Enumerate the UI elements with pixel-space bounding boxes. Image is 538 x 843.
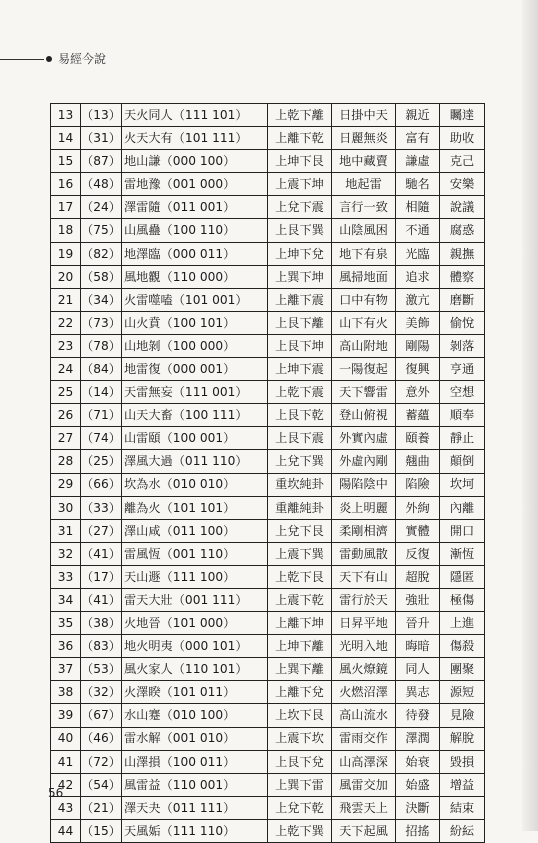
- cell-keyword-1: 陷險: [396, 473, 440, 496]
- cell-code: （17）: [81, 565, 122, 588]
- table-row: [51, 704, 485, 727]
- cell-trigrams: 上離下坤: [268, 612, 332, 635]
- header-rule: [0, 59, 44, 60]
- cell-code: （13）: [81, 104, 122, 127]
- cell-keyword-1: 蓄蘊: [396, 404, 440, 427]
- cell-keyword-2: 結束: [440, 796, 485, 819]
- cell-image: 一陽復起: [332, 358, 396, 381]
- cell-index: 18: [51, 219, 81, 242]
- page-number: 56: [48, 786, 64, 800]
- cell-code: （75）: [81, 219, 122, 242]
- cell-name: 火天大有（101 111）: [122, 127, 268, 150]
- cell-index: 33: [51, 565, 81, 588]
- cell-index: 35: [51, 612, 81, 635]
- cell-keyword-2: 體察: [440, 265, 485, 288]
- cell-index: 41: [51, 750, 81, 773]
- cell-code: （53）: [81, 658, 122, 681]
- cell-name: 地澤臨（000 011）: [122, 242, 268, 265]
- cell-name: 山風蠱（100 110）: [122, 219, 268, 242]
- cell-keyword-2: 坎坷: [440, 473, 485, 496]
- cell-trigrams: 上震下坤: [268, 173, 332, 196]
- cell-code: （14）: [81, 381, 122, 404]
- cell-code: （87）: [81, 150, 122, 173]
- cell-name: 澤天夬（011 111）: [122, 796, 268, 819]
- cell-image: 山陰風困: [332, 219, 396, 242]
- cell-index: 22: [51, 311, 81, 334]
- cell-code: （15）: [81, 819, 122, 842]
- cell-trigrams: 上巽下坤: [268, 265, 332, 288]
- cell-code: （21）: [81, 796, 122, 819]
- cell-trigrams: 上兌下震: [268, 196, 332, 219]
- cell-keyword-1: 相隨: [396, 196, 440, 219]
- cell-name: 山火賁（100 101）: [122, 311, 268, 334]
- table-body: [51, 104, 485, 843]
- cell-code: （24）: [81, 196, 122, 219]
- table-row: [51, 127, 485, 150]
- cell-index: 32: [51, 542, 81, 565]
- cell-trigrams: 上震下坎: [268, 727, 332, 750]
- cell-image: 外虛內剛: [332, 450, 396, 473]
- cell-trigrams: 上離下震: [268, 288, 332, 311]
- cell-index: 19: [51, 242, 81, 265]
- table-row: [51, 196, 485, 219]
- cell-keyword-1: 外絢: [396, 496, 440, 519]
- table-row: [51, 681, 485, 704]
- cell-trigrams: 上巽下雷: [268, 773, 332, 796]
- cell-keyword-2: 毀損: [440, 750, 485, 773]
- cell-keyword-1: 招搖: [396, 819, 440, 842]
- cell-image: 風雷交加: [332, 773, 396, 796]
- cell-name: 風雷益（110 001）: [122, 773, 268, 796]
- cell-keyword-1: 意外: [396, 381, 440, 404]
- cell-trigrams: 上乾下巽: [268, 819, 332, 842]
- cell-code: （82）: [81, 242, 122, 265]
- cell-keyword-2: 傷殺: [440, 635, 485, 658]
- cell-image: 山高澤深: [332, 750, 396, 773]
- cell-code: （66）: [81, 473, 122, 496]
- cell-keyword-1: 決斷: [396, 796, 440, 819]
- table-row: [51, 104, 485, 127]
- cell-name: 火雷噬嗑（101 001）: [122, 288, 268, 311]
- cell-trigrams: 上艮下震: [268, 427, 332, 450]
- cell-keyword-1: 超脫: [396, 565, 440, 588]
- table-row: [51, 173, 485, 196]
- table-row: [51, 381, 485, 404]
- cell-index: 38: [51, 681, 81, 704]
- cell-keyword-2: 見險: [440, 704, 485, 727]
- cell-index: 28: [51, 450, 81, 473]
- cell-code: （33）: [81, 496, 122, 519]
- cell-keyword-1: 美飾: [396, 311, 440, 334]
- cell-keyword-1: 待發: [396, 704, 440, 727]
- cell-name: 風地觀（110 000）: [122, 265, 268, 288]
- cell-name: 天火同人（111 101）: [122, 104, 268, 127]
- cell-index: 13: [51, 104, 81, 127]
- table-row: [51, 658, 485, 681]
- cell-name: 山地剝（100 000）: [122, 334, 268, 357]
- cell-index: 30: [51, 496, 81, 519]
- cell-trigrams: 上坤下艮: [268, 150, 332, 173]
- cell-name: 雷風恆（001 110）: [122, 542, 268, 565]
- cell-keyword-1: 晉升: [396, 612, 440, 635]
- page-edge: [522, 0, 538, 831]
- table-row: [51, 150, 485, 173]
- cell-index: 29: [51, 473, 81, 496]
- cell-code: （54）: [81, 773, 122, 796]
- cell-index: 20: [51, 265, 81, 288]
- cell-image: 柔剛相濟: [332, 519, 396, 542]
- table-row: [51, 242, 485, 265]
- cell-image: 陽陷陰中: [332, 473, 396, 496]
- table-row: [51, 288, 485, 311]
- table-row: [51, 496, 485, 519]
- cell-trigrams: 上兌下艮: [268, 519, 332, 542]
- cell-trigrams: 上震下乾: [268, 588, 332, 611]
- cell-keyword-2: 靜止: [440, 427, 485, 450]
- table-row: [51, 565, 485, 588]
- cell-code: （84）: [81, 358, 122, 381]
- cell-code: （41）: [81, 588, 122, 611]
- table-row: [51, 265, 485, 288]
- cell-keyword-1: 激亢: [396, 288, 440, 311]
- cell-image: 外實內虛: [332, 427, 396, 450]
- cell-trigrams: 上巽下離: [268, 658, 332, 681]
- cell-image: 地中藏賣: [332, 150, 396, 173]
- cell-index: 40: [51, 727, 81, 750]
- table-row: [51, 773, 485, 796]
- cell-keyword-2: 解脫: [440, 727, 485, 750]
- header-title: 易經今說: [58, 52, 107, 66]
- cell-name: 雷天大壯（001 111）: [122, 588, 268, 611]
- cell-name: 火地晉（101 000）: [122, 612, 268, 635]
- cell-index: 14: [51, 127, 81, 150]
- cell-keyword-2: 順奉: [440, 404, 485, 427]
- table-row: [51, 427, 485, 450]
- cell-index: 25: [51, 381, 81, 404]
- running-header: [0, 52, 200, 66]
- cell-image: 天下響雷: [332, 381, 396, 404]
- cell-code: （32）: [81, 681, 122, 704]
- cell-image: 雷行於天: [332, 588, 396, 611]
- cell-index: 39: [51, 704, 81, 727]
- cell-trigrams: 上離下兌: [268, 681, 332, 704]
- cell-code: （41）: [81, 542, 122, 565]
- cell-name: 風火家人（110 101）: [122, 658, 268, 681]
- cell-trigrams: 上坤下震: [268, 358, 332, 381]
- cell-trigrams: 上乾下艮: [268, 565, 332, 588]
- cell-keyword-2: 助收: [440, 127, 485, 150]
- cell-keyword-2: 隱匿: [440, 565, 485, 588]
- cell-keyword-2: 內離: [440, 496, 485, 519]
- cell-image: 天下起風: [332, 819, 396, 842]
- cell-keyword-2: 偷悅: [440, 311, 485, 334]
- cell-name: 澤風大過（011 110）: [122, 450, 268, 473]
- cell-trigrams: 上乾下震: [268, 381, 332, 404]
- cell-keyword-1: 謙虛: [396, 150, 440, 173]
- cell-keyword-1: 復興: [396, 358, 440, 381]
- cell-image: 日麗無炎: [332, 127, 396, 150]
- cell-index: 42: [51, 773, 81, 796]
- table-row: [51, 612, 485, 635]
- cell-trigrams: 上艮下巽: [268, 219, 332, 242]
- cell-trigrams: 重坎純卦: [268, 473, 332, 496]
- cell-code: （31）: [81, 127, 122, 150]
- header-bullet-icon: [46, 56, 52, 62]
- cell-keyword-2: 紛紜: [440, 819, 485, 842]
- cell-name: 澤雷隨（011 001）: [122, 196, 268, 219]
- cell-keyword-1: 同人: [396, 658, 440, 681]
- table-row: [51, 750, 485, 773]
- cell-name: 地火明夷（000 101）: [122, 635, 268, 658]
- cell-keyword-2: 腐惑: [440, 219, 485, 242]
- table-row: [51, 635, 485, 658]
- hexagram-table: [50, 103, 485, 843]
- cell-image: 日昇平地: [332, 612, 396, 635]
- cell-trigrams: 上震下巽: [268, 542, 332, 565]
- cell-index: 26: [51, 404, 81, 427]
- cell-name: 離為火（101 101）: [122, 496, 268, 519]
- cell-name: 澤山咸（011 100）: [122, 519, 268, 542]
- cell-image: 言行一致: [332, 196, 396, 219]
- cell-keyword-1: 親近: [396, 104, 440, 127]
- cell-name: 天風姤（111 110）: [122, 819, 268, 842]
- cell-code: （74）: [81, 427, 122, 450]
- cell-trigrams: 上兌下巽: [268, 450, 332, 473]
- table-row: [51, 219, 485, 242]
- cell-image: 高山流水: [332, 704, 396, 727]
- cell-index: 36: [51, 635, 81, 658]
- cell-code: （83）: [81, 635, 122, 658]
- cell-code: （27）: [81, 519, 122, 542]
- cell-index: 24: [51, 358, 81, 381]
- cell-name: 坎為水（010 010）: [122, 473, 268, 496]
- cell-trigrams: 重離純卦: [268, 496, 332, 519]
- cell-keyword-1: 追求: [396, 265, 440, 288]
- cell-image: 雷動風散: [332, 542, 396, 565]
- table-row: [51, 796, 485, 819]
- cell-keyword-2: 說議: [440, 196, 485, 219]
- cell-index: 23: [51, 334, 81, 357]
- cell-code: （48）: [81, 173, 122, 196]
- cell-keyword-1: 剛陽: [396, 334, 440, 357]
- cell-keyword-1: 不通: [396, 219, 440, 242]
- cell-keyword-1: 始盛: [396, 773, 440, 796]
- cell-keyword-2: 剝落: [440, 334, 485, 357]
- cell-index: 43: [51, 796, 81, 819]
- cell-image: 口中有物: [332, 288, 396, 311]
- cell-image: 炎上明麗: [332, 496, 396, 519]
- cell-index: 31: [51, 519, 81, 542]
- cell-code: （73）: [81, 311, 122, 334]
- cell-keyword-2: 亨通: [440, 358, 485, 381]
- cell-name: 山澤損（100 011）: [122, 750, 268, 773]
- cell-keyword-1: 反復: [396, 542, 440, 565]
- cell-name: 水山蹇（010 100）: [122, 704, 268, 727]
- cell-keyword-1: 頤養: [396, 427, 440, 450]
- cell-code: （25）: [81, 450, 122, 473]
- cell-image: 風火燎鏡: [332, 658, 396, 681]
- table-row: [51, 542, 485, 565]
- cell-image: 地起雷: [332, 173, 396, 196]
- cell-keyword-2: 空想: [440, 381, 485, 404]
- cell-keyword-2: 增益: [440, 773, 485, 796]
- cell-image: 光明入地: [332, 635, 396, 658]
- cell-keyword-2: 安樂: [440, 173, 485, 196]
- cell-keyword-1: 翹曲: [396, 450, 440, 473]
- cell-trigrams: 上艮下離: [268, 311, 332, 334]
- cell-name: 地雷復（000 001）: [122, 358, 268, 381]
- cell-trigrams: 上兌下乾: [268, 796, 332, 819]
- cell-image: 火燃沼澤: [332, 681, 396, 704]
- cell-name: 地山謙（000 100）: [122, 150, 268, 173]
- cell-trigrams: 上艮下坤: [268, 334, 332, 357]
- cell-name: 雷地豫（001 000）: [122, 173, 268, 196]
- cell-code: （78）: [81, 334, 122, 357]
- cell-index: 44: [51, 819, 81, 842]
- cell-image: 天下有山: [332, 565, 396, 588]
- cell-code: （72）: [81, 750, 122, 773]
- table-row: [51, 519, 485, 542]
- cell-image: 山下有火: [332, 311, 396, 334]
- cell-name: 山雷頤（100 001）: [122, 427, 268, 450]
- cell-keyword-1: 富有: [396, 127, 440, 150]
- cell-name: 天雷無妄（111 001）: [122, 381, 268, 404]
- cell-keyword-1: 光臨: [396, 242, 440, 265]
- cell-keyword-1: 強壯: [396, 588, 440, 611]
- cell-keyword-2: 顛倒: [440, 450, 485, 473]
- cell-keyword-1: 晦暗: [396, 635, 440, 658]
- cell-index: 37: [51, 658, 81, 681]
- cell-code: （34）: [81, 288, 122, 311]
- cell-keyword-2: 矚達: [440, 104, 485, 127]
- cell-keyword-2: 源短: [440, 681, 485, 704]
- cell-trigrams: 上乾下離: [268, 104, 332, 127]
- cell-image: 風掃地面: [332, 265, 396, 288]
- cell-keyword-1: 馳名: [396, 173, 440, 196]
- cell-trigrams: 上坎下艮: [268, 704, 332, 727]
- cell-keyword-2: 克己: [440, 150, 485, 173]
- cell-keyword-1: 實體: [396, 519, 440, 542]
- cell-trigrams: 上離下乾: [268, 127, 332, 150]
- cell-image: 飛雲天上: [332, 796, 396, 819]
- cell-keyword-1: 異志: [396, 681, 440, 704]
- table-row: [51, 334, 485, 357]
- cell-code: （38）: [81, 612, 122, 635]
- table-row: [51, 588, 485, 611]
- cell-keyword-2: 漸恆: [440, 542, 485, 565]
- cell-index: 15: [51, 150, 81, 173]
- table-row: [51, 450, 485, 473]
- cell-image: 登山俯視: [332, 404, 396, 427]
- cell-keyword-1: 澤潤: [396, 727, 440, 750]
- cell-trigrams: 上坤下離: [268, 635, 332, 658]
- cell-name: 山天大畜（100 111）: [122, 404, 268, 427]
- cell-index: 27: [51, 427, 81, 450]
- cell-trigrams: 上坤下兌: [268, 242, 332, 265]
- cell-keyword-2: 極傷: [440, 588, 485, 611]
- cell-index: 34: [51, 588, 81, 611]
- cell-image: 地下有泉: [332, 242, 396, 265]
- cell-index: 17: [51, 196, 81, 219]
- cell-image: 日掛中天: [332, 104, 396, 127]
- cell-keyword-2: 親撫: [440, 242, 485, 265]
- cell-trigrams: 上艮下乾: [268, 404, 332, 427]
- table-row: [51, 727, 485, 750]
- cell-keyword-2: 磨斷: [440, 288, 485, 311]
- cell-code: （46）: [81, 727, 122, 750]
- cell-trigrams: 上艮下兌: [268, 750, 332, 773]
- cell-name: 天山遯（111 100）: [122, 565, 268, 588]
- cell-keyword-2: 開口: [440, 519, 485, 542]
- cell-code: （58）: [81, 265, 122, 288]
- cell-index: 16: [51, 173, 81, 196]
- cell-code: （67）: [81, 704, 122, 727]
- margin-rule: [50, 744, 51, 777]
- cell-index: 21: [51, 288, 81, 311]
- cell-image: 雷雨交作: [332, 727, 396, 750]
- cell-keyword-1: 始衰: [396, 750, 440, 773]
- cell-name: 火澤睽（101 011）: [122, 681, 268, 704]
- cell-name: 雷水解（001 010）: [122, 727, 268, 750]
- cell-code: （71）: [81, 404, 122, 427]
- table-row: [51, 311, 485, 334]
- cell-keyword-2: 上進: [440, 612, 485, 635]
- table-row: [51, 404, 485, 427]
- cell-keyword-2: 團聚: [440, 658, 485, 681]
- cell-image: 高山附地: [332, 334, 396, 357]
- table-row: [51, 473, 485, 496]
- table-row: [51, 358, 485, 381]
